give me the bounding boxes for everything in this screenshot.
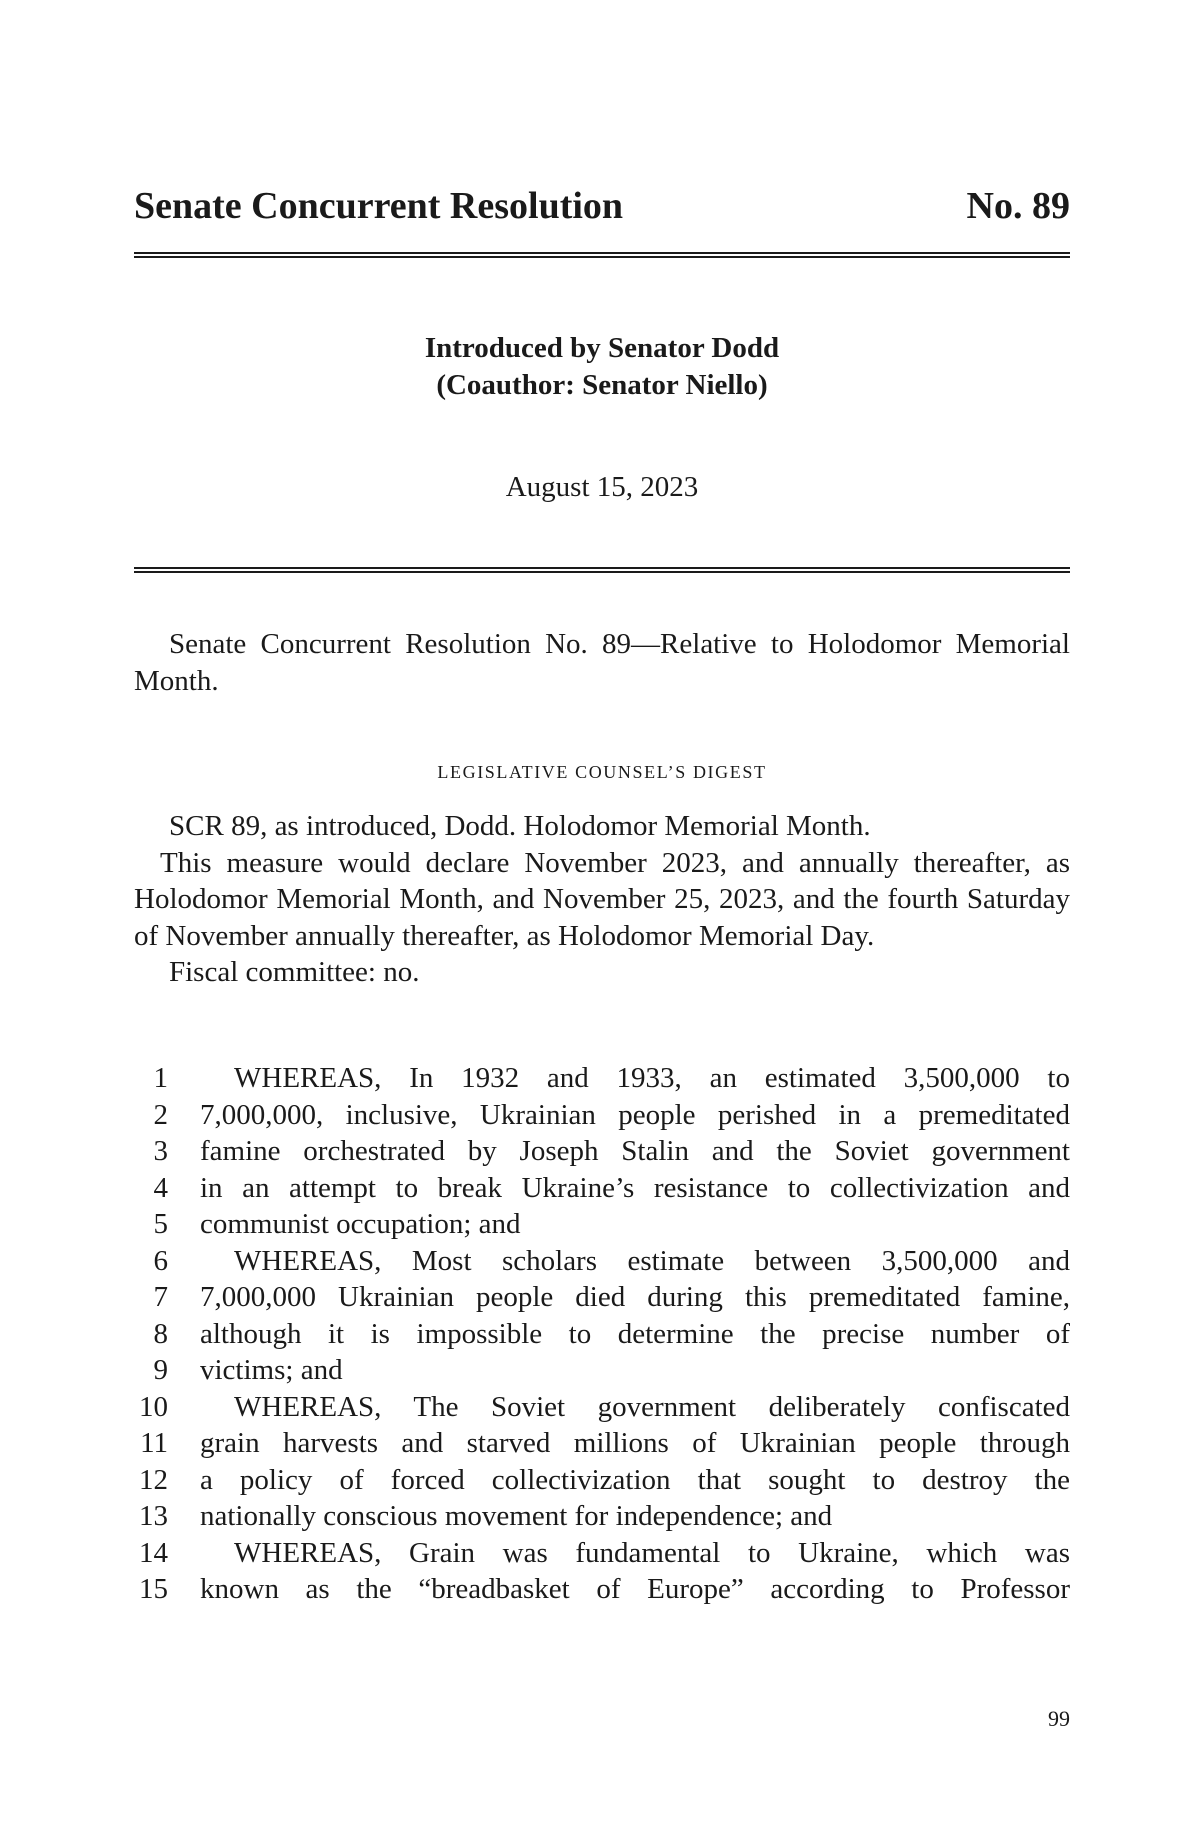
line-number: 5 <box>153 1208 168 1240</box>
line-number: 14 <box>139 1536 168 1569</box>
digest-summary-line: SCR 89, as introduced, Dodd. Holodomor Memorial Month. <box>169 810 871 842</box>
line-text: famine orchestrated by Joseph Stalin and the Soviet government <box>200 1135 1070 1167</box>
line-number: 1 <box>153 1062 168 1094</box>
numbered-line <box>128 1462 1070 1499</box>
line-text: in an attempt to break Ukraine’s resistance to collectivization and <box>200 1171 1070 1204</box>
numbered-line <box>128 1535 1070 1572</box>
numbered-line <box>128 1498 1070 1535</box>
resolution-number: No. 89 <box>966 185 1070 227</box>
line-number: 7 <box>153 1281 168 1313</box>
coauthor: (Coauthor: Senator Niello) <box>436 369 768 401</box>
line-text: WHEREAS, In 1932 and 1933, an estimated 3,500,000 to <box>234 1062 1070 1094</box>
digest-description: This measure would declare November 2023, and annually thereafter, as Holodomor Memorial Month, and November 25, 2023, and the fourth Saturday of November annually thereafter, as Holodomor Memorial Day. <box>134 846 1070 952</box>
numbered-line <box>128 1316 1070 1353</box>
header-double-rule <box>134 252 1070 258</box>
introduced-by: Introduced by Senator Dodd <box>424 332 780 364</box>
line-text: 7,000,000 Ukrainian people died during this premeditated famine, <box>200 1281 1070 1313</box>
line-text: 7,000,000, inclusive, Ukrainian people perished in a premeditated <box>200 1098 1070 1131</box>
line-text: victims; and <box>200 1354 343 1386</box>
line-number: 4 <box>153 1171 168 1204</box>
line-text: grain harvests and starved millions of Ukrainian people through <box>200 1427 1070 1459</box>
numbered-line <box>128 1243 1070 1280</box>
line-text: a policy of forced collectivization that sought to destroy the <box>200 1463 1070 1496</box>
line-text: WHEREAS, Grain was fundamental to Ukraine, which was <box>234 1536 1070 1569</box>
digest-heading: LEGISLATIVE COUNSEL’S DIGEST <box>437 762 767 782</box>
numbered-line <box>128 1352 1070 1389</box>
numbered-line <box>128 1389 1070 1426</box>
line-text: although it is impossible to determine the precise number of <box>200 1317 1070 1350</box>
introduction-date: August 15, 2023 <box>505 471 699 503</box>
line-number: 3 <box>153 1135 168 1167</box>
fiscal-committee: Fiscal committee: no. <box>169 956 420 988</box>
line-number: 6 <box>153 1244 168 1277</box>
relative-to-statement: Senate Concurrent Resolution No. 89—Relative to Holodomor Memorial Month. <box>134 628 1070 697</box>
line-number: 10 <box>139 1390 168 1423</box>
line-number: 13 <box>139 1500 168 1532</box>
line-text: nationally conscious movement for independence; and <box>200 1500 833 1532</box>
line-text: WHEREAS, The Soviet government deliberately confiscated <box>234 1390 1070 1423</box>
numbered-line <box>128 1060 1070 1097</box>
numbered-line <box>128 1097 1070 1134</box>
section-double-rule <box>134 567 1070 573</box>
numbered-line <box>128 1571 1070 1608</box>
resolution-title: Senate Concurrent Resolution <box>134 185 624 227</box>
numbered-line <box>128 1425 1070 1462</box>
line-number: 11 <box>140 1427 168 1459</box>
numbered-line <box>128 1206 1070 1243</box>
numbered-line <box>128 1279 1070 1316</box>
line-number: 9 <box>153 1354 168 1386</box>
line-number: 12 <box>139 1463 168 1496</box>
numbered-line <box>128 1170 1070 1207</box>
line-text: known as the “breadbasket of Europe” according to Professor <box>200 1573 1070 1605</box>
page-number: 99 <box>1048 1706 1070 1731</box>
line-text: communist occupation; and <box>200 1208 521 1240</box>
digest-body <box>134 808 1070 991</box>
line-number: 2 <box>153 1098 168 1131</box>
line-number: 15 <box>139 1573 168 1605</box>
introduction-block <box>134 330 1070 404</box>
line-text: WHEREAS, Most scholars estimate between 3,500,000 and <box>234 1244 1070 1277</box>
line-number: 8 <box>153 1317 168 1350</box>
numbered-line <box>128 1133 1070 1170</box>
resolution-header <box>134 184 1070 228</box>
resolution-text <box>128 1060 1070 1608</box>
